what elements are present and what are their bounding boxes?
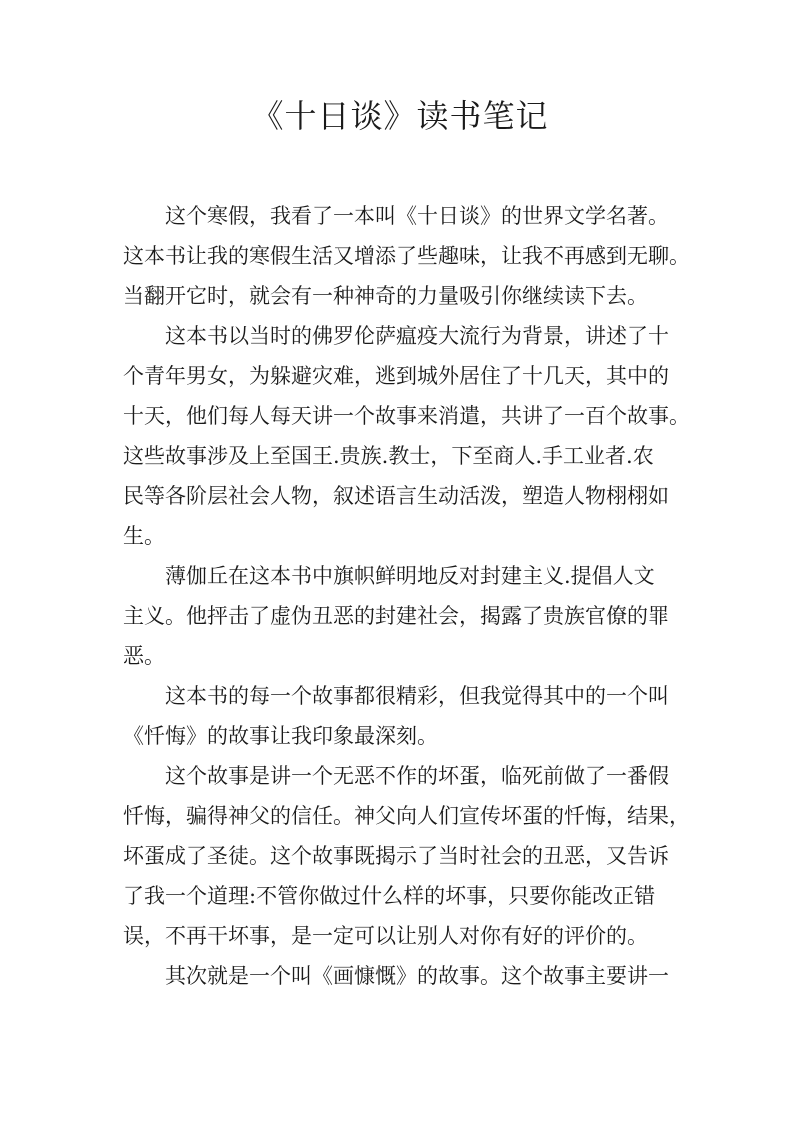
text-line: 当翻开它时，就会有一种神奇的力量吸引你继续读下去。 [123, 284, 648, 308]
text-line: 忏悔，骗得神父的信任。神父向人们宣传坏蛋的忏悔，结果， [123, 804, 690, 828]
text-line: 生。 [123, 524, 165, 548]
text-line: 个青年男女，为躲避灾难，逃到城外居住了十几天，其中的 [123, 364, 669, 388]
text-line: 十天，他们每人每天讲一个故事来消遣，共讲了一百个故事。 [123, 404, 690, 428]
text-line: 这些故事涉及上至国王.贵族.教士，下至商人.手工业者.农 [123, 444, 654, 468]
document-body [123, 196, 690, 996]
text-line: 了我一个道理:不管你做过什么样的坏事，只要你能改正错 [123, 884, 656, 908]
text-line: 这本书的每一个故事都很精彩，但我觉得其中的一个叫 [165, 684, 669, 708]
text-line: 这个寒假，我看了一本叫《十日谈》的世界文学名著。 [165, 204, 669, 228]
paragraph [123, 196, 690, 316]
paragraph [123, 316, 690, 556]
paragraph [123, 676, 683, 756]
paragraph [123, 956, 683, 996]
text-line: 主义。他抨击了虚伪丑恶的封建社会，揭露了贵族官僚的罪 [123, 604, 669, 628]
text-line: 《忏悔》的故事让我印象最深刻。 [123, 724, 438, 748]
paragraph [123, 556, 683, 676]
text-line: 薄伽丘在这本书中旗帜鲜明地反对封建主义.提倡人文 [165, 564, 655, 588]
text-line: 这本书让我的寒假生活又增添了些趣味，让我不再感到无聊。 [123, 244, 690, 268]
text-line: 其次就是一个叫《画慷慨》的故事。这个故事主要讲一 [165, 964, 669, 988]
text-line: 恶。 [123, 644, 165, 668]
text-line: 这本书以当时的佛罗伦萨瘟疫大流行为背景，讲述了十 [165, 324, 669, 348]
text-line: 民等各阶层社会人物，叙述语言生动活泼，塑造人物栩栩如 [123, 484, 669, 508]
text-line: 误，不再干坏事，是一定可以让别人对你有好的评价的。 [123, 924, 648, 948]
text-line: 坏蛋成了圣徒。这个故事既揭示了当时社会的丑恶，又告诉 [123, 844, 669, 868]
document-title: 《十日谈》读书笔记 [251, 97, 549, 135]
text-line: 这个故事是讲一个无恶不作的坏蛋，临死前做了一番假 [165, 764, 669, 788]
paragraph [123, 756, 690, 956]
